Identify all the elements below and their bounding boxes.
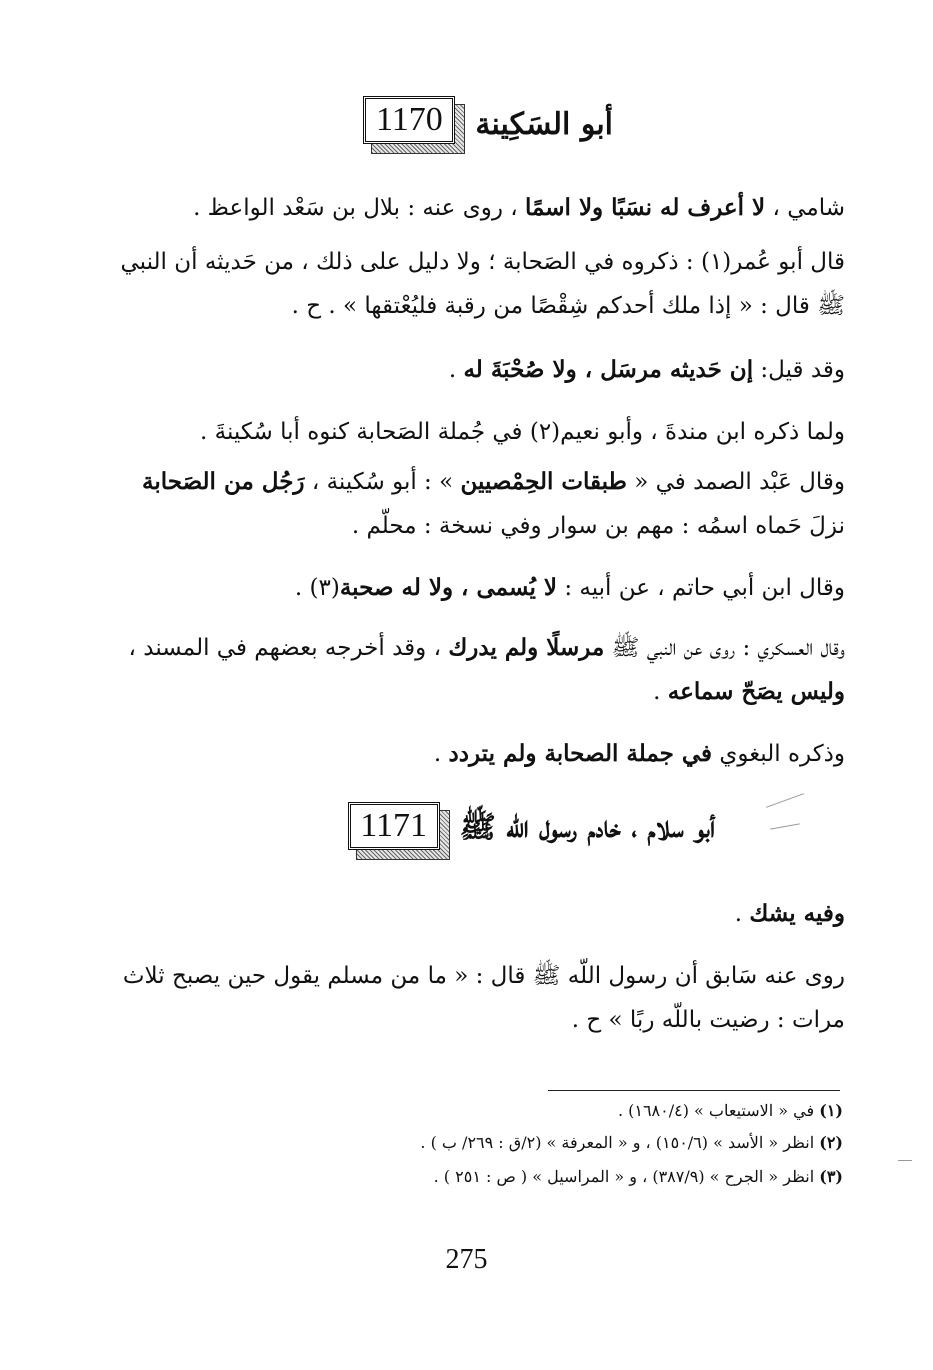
paragraph: [100, 240, 845, 328]
footnote-number: (٢): [819, 1133, 843, 1152]
text-run: (٣) .: [294, 575, 340, 601]
scan-artifact: [766, 793, 804, 808]
paragraph: [100, 732, 845, 776]
text-run: ولما ذكره ابن مندةَ ، وأبو نعيم(٢) في جُملة الصَحابة كنوه أبا سُكينةَ .: [199, 419, 845, 445]
entry-heading-1170: [363, 88, 613, 160]
footnote: [300, 1100, 843, 1122]
text-run: ، وقد أخرجه بعضهم في المسند ،: [128, 635, 449, 661]
footnote: [300, 1132, 843, 1154]
text-run: وقال العسكري : روى عن النبي ﷺ: [604, 635, 845, 661]
bold-text-run: وليس يصَحّ سماعه: [667, 678, 845, 705]
text-run: قال أبو عُمر(١) : ذكروه في الصَحابة ؛ ولا دليل على ذلك ، من حَديثه أن النبي ﷺ قال : « إذا ملك أحدكم شِقْصًا من رقبة فليُعْتقها » . ح .: [120, 249, 845, 319]
footnote-number: (٣): [819, 1167, 843, 1186]
entry-title: أبو سلام ، خادم رسول الله ﷺ: [459, 809, 715, 845]
entry-number-box: [348, 802, 448, 858]
text-run: .: [653, 679, 668, 705]
footnote-separator: [548, 1090, 840, 1091]
paragraph: [100, 892, 845, 936]
text-run: روى عنه سَابق أن رسول اللّه ﷺ قال : « ما من مسلم يقول حين يصبح ثلاث مرات : رضيت باللّه ربًا » ح .: [122, 963, 845, 1033]
bold-text-run: لا يُسمى ، ولا له صحبة: [339, 574, 558, 601]
bold-text-run: إن حَديثه مرسَل ، ولا صُحْبَةَ له: [463, 356, 754, 383]
paragraph: [100, 460, 845, 548]
footnote-text: انظر « الأسد » (١٥٠/٦) ، و « المعرفة » (٢/ق : ٢٦٩/ ب ) .: [420, 1133, 815, 1152]
bold-text-run: رَجُل من الصَحابة: [142, 468, 305, 495]
bold-text-run: مرسلًا ولم يدرك: [448, 634, 605, 661]
entry-title: أبو السَكِينة: [475, 106, 613, 142]
footnote: [300, 1166, 843, 1188]
text-run: وذكره البغوي: [712, 741, 845, 767]
paragraph: [100, 186, 845, 230]
paragraph: [100, 566, 845, 610]
paragraph: [100, 626, 845, 714]
scan-artifact: [898, 1160, 912, 1161]
text-run: .: [734, 901, 750, 927]
text-run: » : أبو سُكينة ،: [304, 469, 461, 495]
text-run: ، روى عنه : بلال بن سَعْد الواعظ .: [193, 195, 525, 221]
bold-text-run: في جملة الصحابة ولم يتردد: [448, 740, 713, 767]
text-run: وقد قيل:: [753, 357, 845, 383]
text-run: شامي ،: [765, 195, 845, 221]
bold-text-run: طبقات الحِمْصيين: [460, 468, 627, 495]
entry-number-box: [363, 96, 463, 152]
text-run: .: [448, 357, 464, 383]
paragraph: [100, 410, 845, 454]
footnote-text: في « الاستيعاب » (١٦٨٠/٤) .: [617, 1101, 815, 1120]
bold-text-run: لا أعرف له نسَبًا ولا اسمًا: [524, 194, 766, 221]
entry-number: 1170: [363, 96, 455, 144]
footnote-text: انظر « الجرح » (٣٨٧/٩) ، و « المراسيل » ( ص : ٢٥١ ) .: [433, 1167, 815, 1186]
text-run: نزلَ حَماه اسمُه : مهم بن سوار وفي نسخة : محلّم .: [351, 513, 845, 539]
paragraph: [100, 348, 845, 392]
text-run: وقال عَبْد الصمد في «: [626, 469, 845, 495]
page-number: 275: [445, 1244, 488, 1275]
bold-text-run: وفيه يشك: [749, 900, 845, 927]
entry-number: 1171: [348, 802, 440, 850]
text-run: وقال ابن أبي حاتم ، عن أبيه :: [557, 575, 845, 601]
scan-artifact: [770, 823, 800, 829]
footnote-number: (١): [819, 1101, 843, 1120]
paragraph: [100, 954, 845, 1042]
text-run: .: [433, 741, 449, 767]
entry-heading-1171: [348, 794, 715, 866]
